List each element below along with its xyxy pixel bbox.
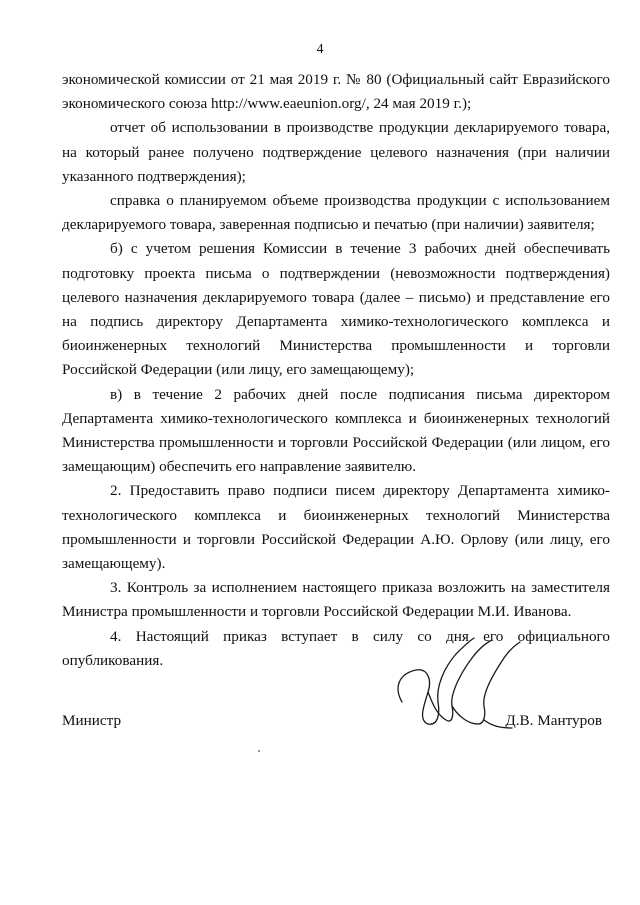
signer-name: Д.В. Мантуров: [505, 712, 602, 729]
document-body: [62, 68, 610, 673]
paragraph-usage-report: отчет об использовании в производстве продукции декларируемого товара, на который ранее получено подтверждение целевого назначения (при наличии указанного подтверждения);: [62, 119, 610, 185]
paragraph-item-v: в) в течение 2 рабочих дней после подписания письма директором Департамента химико-технологического комплекса и биоинженерных технологий Министерства промышленности и торговли Российской Федерации (или лицом, его замещающим) обеспечить его направление заявителю.: [62, 385, 610, 476]
signer-title: Министр: [62, 712, 122, 729]
scan-speck: [258, 750, 260, 752]
paragraph-clause-3: 3. Контроль за исполнением настоящего приказа возложить на заместителя Министра промышленности и торговли Российской Федерации М.И. Иванова.: [62, 579, 610, 621]
page-number: 4: [316, 42, 324, 57]
paragraph-clause-2: 2. Предоставить право подписи писем директору Департамента химико-технологического комплекса и биоинженерных технологий Министерства промышленности и торговли Российской Федерации А.Ю. Орлову (или лицу, его замещающему).: [62, 482, 610, 573]
paragraph-clause-4: 4. Настоящий приказ вступает в силу со дня его официального опубликования.: [62, 627, 610, 669]
paragraph-production-certificate: справка о планируемом объеме производства продукции с использованием декларируемого товара, заверенная подписью и печатью (при наличии) заявителя;: [62, 192, 610, 234]
paragraph-continuation: экономической комиссии от 21 мая 2019 г. № 80 (Официальный сайт Евразийского экономического союза http://www.eaeunion.org/, 24 мая 2019 г.);: [62, 71, 610, 113]
paragraph-item-b: б) с учетом решения Комиссии в течение 3 рабочих дней обеспечивать подготовку проекта письма о подтверждении (невозможности подтверждения) целевого назначения декларируемого товара (далее – письмо) и представление его на подпись директору Департамента химико-технологического комплекса и биоинженерных технологий Министерства промышленности и торговли Российской Федерации (или лицу, его замещающему);: [62, 240, 610, 379]
